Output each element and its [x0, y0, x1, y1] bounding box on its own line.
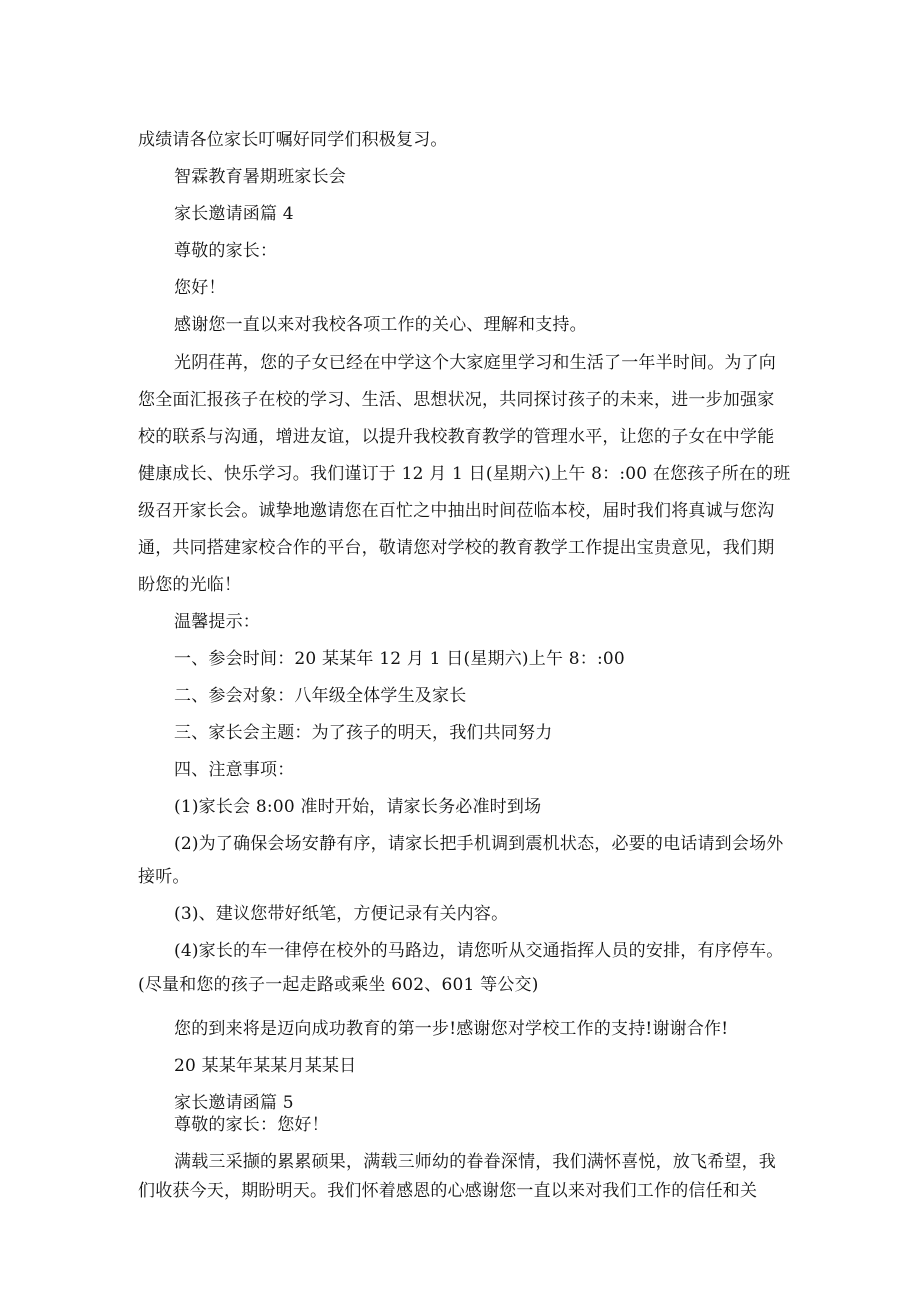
text-line: 满载三采撷的累累硕果，满载三师幼的眷眷深情，我们满怀喜悦，放飞希望，我 [174, 1152, 776, 1172]
text-line: (2)为了确保会场安静有序，请家长把手机调到震机状态，必要的电话请到会场外 [174, 834, 784, 854]
text-line: (尽量和您的孩子一起走路或乘坐 602、601 等公交) [138, 975, 539, 995]
salutation: 尊敬的家长： [174, 241, 278, 261]
text-line: 通，共同搭建家校合作的平台，敬请您对学校的教育教学工作提出宝贵意见，我们期 [138, 538, 775, 558]
text-line: (1)家长会 8:00 准时开始，请家长务必准时到场 [174, 797, 542, 817]
text-line: 二、参会对象：八年级全体学生及家长 [174, 686, 467, 706]
text-line: 接听。 [138, 867, 190, 887]
section-heading: 家长邀请函篇 4 [174, 204, 294, 224]
text-line: 您全面汇报孩子在校的学习、生活、思想状况，共同探讨孩子的未来，进一步加强家 [138, 390, 775, 410]
text-line: 盼您的光临！ [138, 575, 242, 595]
text-line: 健康成长、快乐学习。我们谨订于 12 月 1 日(星期六)上午 8：:00 在您孩子所在的班 [138, 464, 791, 484]
text-line: 们收获今天，期盼明天。我们怀着感恩的心感谢您一直以来对我们工作的信任和关 [138, 1181, 758, 1201]
text-line: 感谢您一直以来对我校各项工作的关心、理解和支持。 [174, 315, 587, 335]
text-line: 智霖教育暑期班家长会 [174, 167, 346, 187]
text-line: 三、家长会主题：为了孩子的明天，我们共同努力 [174, 723, 553, 743]
text-line: (3)、建议您带好纸笔，方便记录有关内容。 [174, 904, 509, 924]
section-heading: 家长邀请函篇 5 [174, 1093, 294, 1113]
text-line: 您的到来将是迈向成功教育的第一步!感谢您对学校工作的支持!谢谢合作! [174, 1019, 729, 1039]
text-line: (4)家长的车一律停在校外的马路边，请您听从交通指挥人员的安排，有序停车。 [174, 941, 784, 961]
salutation: 尊敬的家长：您好！ [174, 1115, 329, 1135]
text-line: 成绩请各位家长叮嘱好同学们积极复习。 [138, 130, 448, 150]
text-line: 校的联系与沟通，增进友谊，以提升我校教育教学的管理水平，让您的子女在中学能 [138, 427, 775, 447]
text-line: 温馨提示： [174, 612, 260, 632]
text-line: 一、参会时间：20 某某年 12 月 1 日(星期六)上午 8：:00 [174, 649, 625, 669]
text-line: 级召开家长会。诚挚地邀请您在百忙之中抽出时间莅临本校，届时我们将真诚与您沟 [138, 501, 775, 521]
text-line: 四、注意事项： [174, 760, 295, 780]
text-line: 光阴荏苒，您的子女已经在中学这个大家庭里学习和生活了一年半时间。为了向 [174, 353, 776, 373]
date-line: 20 某某年某某月某某日 [174, 1056, 357, 1076]
greeting: 您好！ [174, 278, 226, 298]
